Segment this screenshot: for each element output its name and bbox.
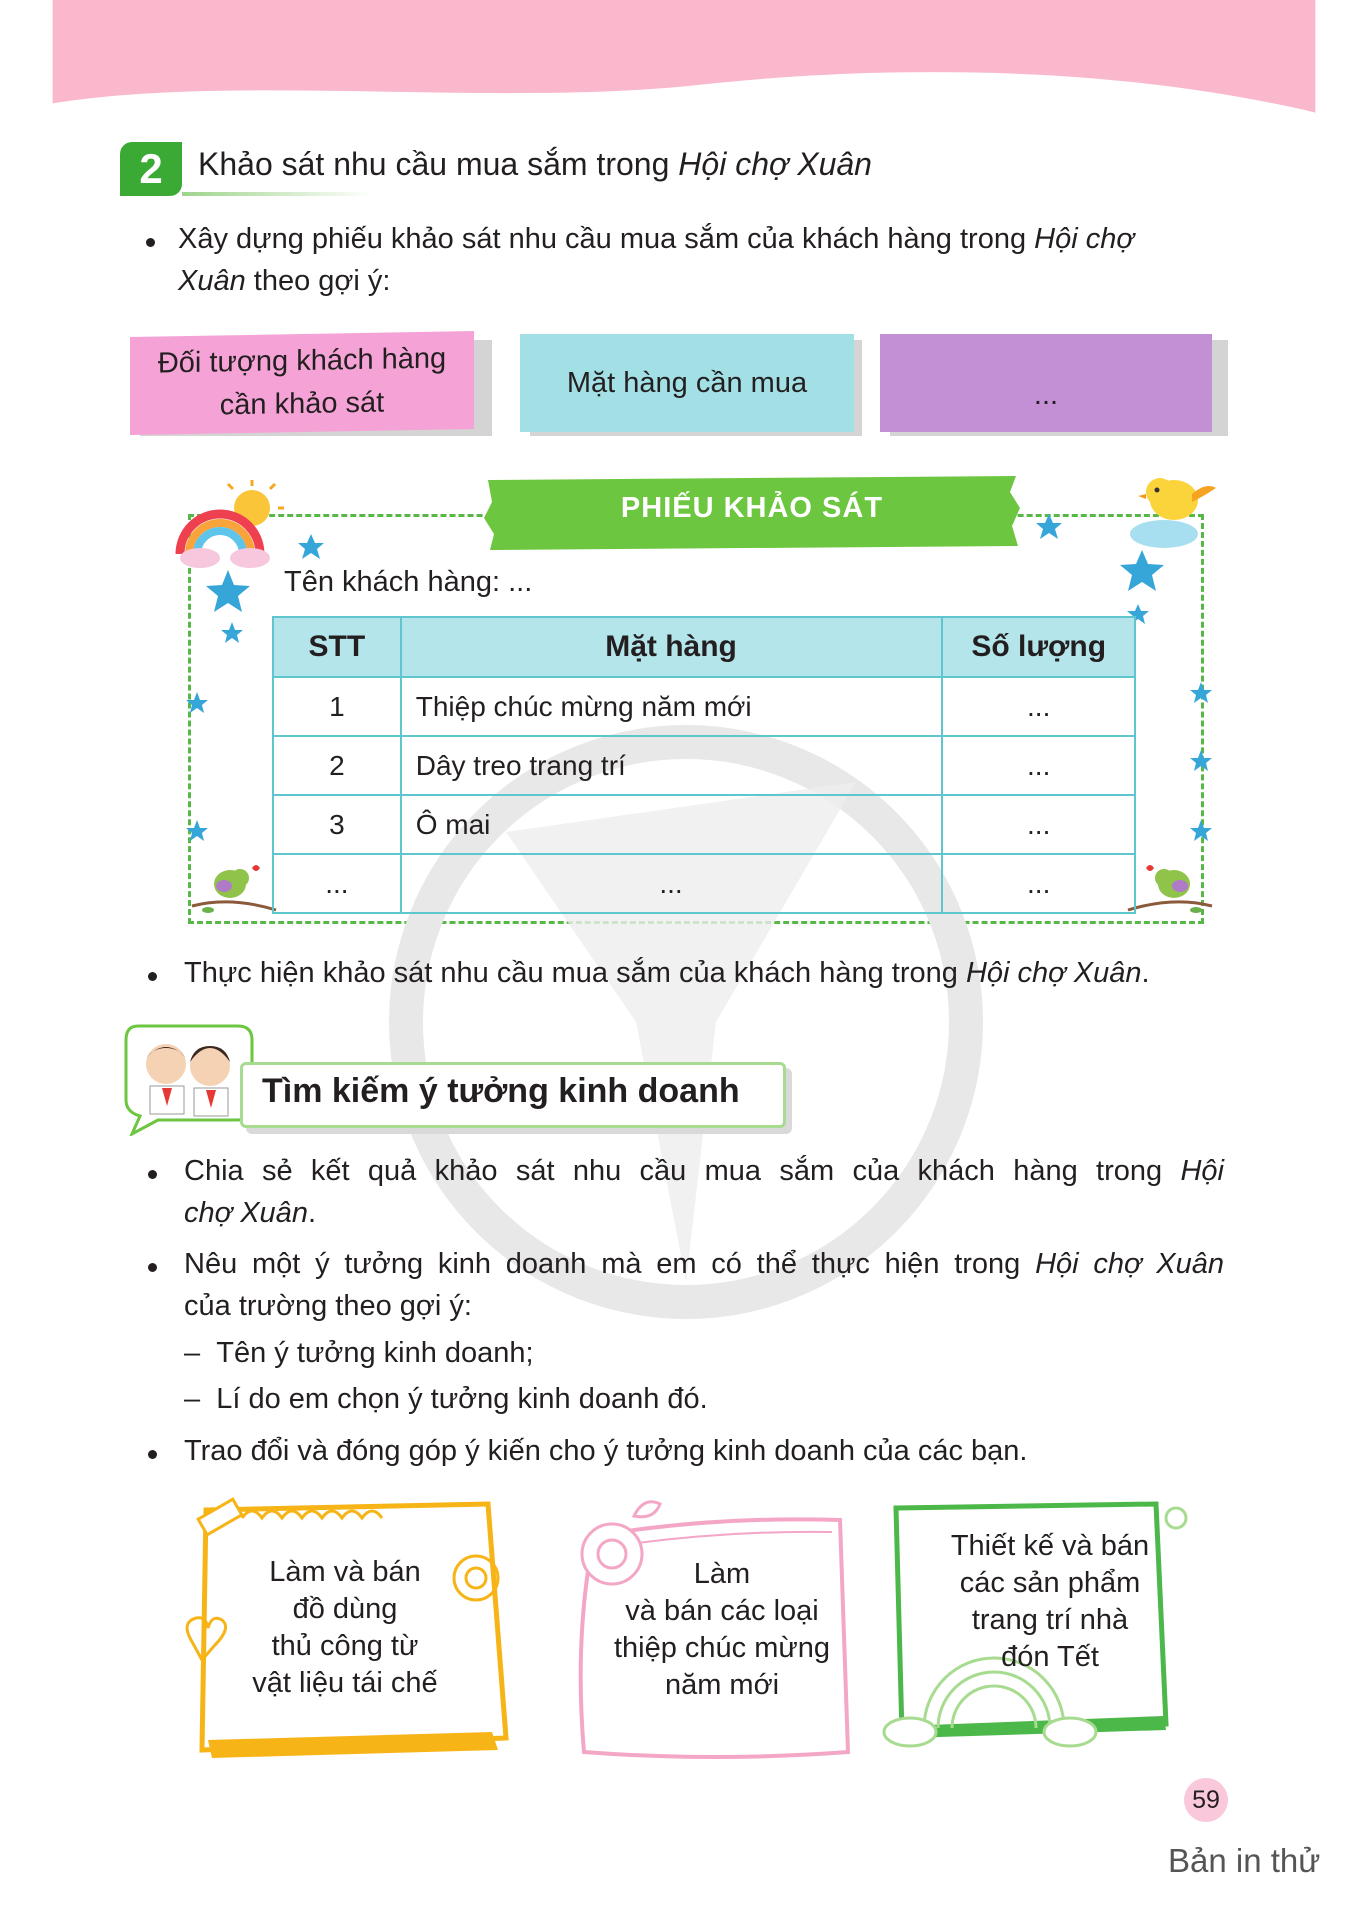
table-cell: ...: [273, 854, 401, 913]
table-row: [273, 736, 1135, 795]
survey-table: [272, 616, 1136, 914]
section-title: Khảo sát nhu cầu mua sắm trong Hội chợ Xuân: [198, 146, 872, 182]
table-cell: Thiệp chúc mừng năm mới: [401, 677, 943, 736]
stars-left-edge-icon: [182, 690, 212, 850]
survey-banner-title: PHIẾU KHẢO SÁT: [620, 492, 884, 524]
star-icon: [1034, 512, 1064, 542]
top-decorative-band: [0, 0, 1368, 120]
dash-item: – Tên ý tưởng kinh doanh;: [184, 1337, 534, 1369]
table-header-row: [273, 617, 1135, 677]
table-cell: ...: [942, 736, 1135, 795]
table-cell: ...: [942, 854, 1135, 913]
activity-title: Tìm kiếm ý tưởng kinh doanh: [262, 1072, 740, 1110]
bullet-dot: [148, 1263, 157, 1272]
column-header: STT: [273, 617, 401, 677]
bird-branch-left-icon: [190, 860, 280, 920]
table-cell: 2: [273, 736, 401, 795]
table-cell: Ô mai: [401, 795, 943, 854]
table-row: [273, 677, 1135, 736]
column-header: Số lượng: [942, 617, 1135, 677]
bullet-conduct-survey: Thực hiện khảo sát nhu cầu mua sắm của khách hàng trong Hội chợ Xuân.: [184, 957, 1150, 989]
table-cell: 3: [273, 795, 401, 854]
column-header: Mặt hàng: [401, 617, 943, 677]
bird-branch-right-icon: [1124, 860, 1214, 920]
table-cell: ...: [942, 795, 1135, 854]
bullet-dot: [148, 972, 157, 981]
draft-watermark: Bản in thử: [1168, 1842, 1321, 1879]
dash-item: – Lí do em chọn ý tưởng kinh doanh đó.: [184, 1383, 708, 1415]
bullet-dot: [148, 1170, 157, 1179]
bullet-dot: [148, 1450, 157, 1459]
hint-box-customer: Đối tượng khách hàng cần khảo sát: [130, 331, 474, 435]
table-cell: 1: [273, 677, 401, 736]
dash-list: [184, 1330, 708, 1422]
stars-right-edge-icon: [1186, 680, 1216, 850]
customer-name-label: Tên khách hàng: ...: [284, 566, 533, 598]
section-underline: [182, 192, 372, 196]
idea-card-pink-text: Làm và bán các loại thiệp chúc mừng năm mới: [613, 1558, 831, 1701]
table-cell: Dây treo trang trí: [401, 736, 943, 795]
bullet-business-idea: Nêu một ý tưởng kinh doanh mà em có thể thực hiện trong Hội chợ Xuân của trường theo gợi ý:: [184, 1248, 1225, 1322]
table-row: [273, 795, 1135, 854]
bullet-exchange-ideas: Trao đổi và đóng góp ý kiến cho ý tưởng kinh doanh của các bạn.: [184, 1435, 1028, 1467]
students-icon: [118, 1016, 258, 1136]
idea-card-orange-text: Làm và bán đồ dùng thủ công từ vật liệu tái chế: [252, 1556, 438, 1699]
bullet-dot: [146, 238, 155, 247]
page-number: 59: [1184, 1778, 1228, 1822]
section-number-badge: 2: [120, 142, 182, 196]
bullet-share-results: Chia sẻ kết quả khảo sát nhu cầu mua sắm của khách hàng trong Hội chợ Xuân.: [184, 1155, 1224, 1229]
table-cell: ...: [942, 677, 1135, 736]
bird-cloud-icon: [1124, 464, 1224, 554]
table-cell: ...: [401, 854, 943, 913]
hint-box-other: ...: [880, 334, 1212, 432]
idea-card-green-text: Thiết kế và bán các sản phẩm trang trí nhà đón Tết: [950, 1530, 1150, 1673]
star-icon: [296, 532, 326, 562]
bullet-survey-design: Xây dựng phiếu khảo sát nhu cầu mua sắm của khách hàng trong Hội chợ Xuân theo gợi ý:: [178, 223, 1134, 297]
stars-left-icon: [180, 530, 260, 650]
hint-box-goods: Mặt hàng cần mua: [520, 334, 854, 432]
table-row: [273, 854, 1135, 913]
